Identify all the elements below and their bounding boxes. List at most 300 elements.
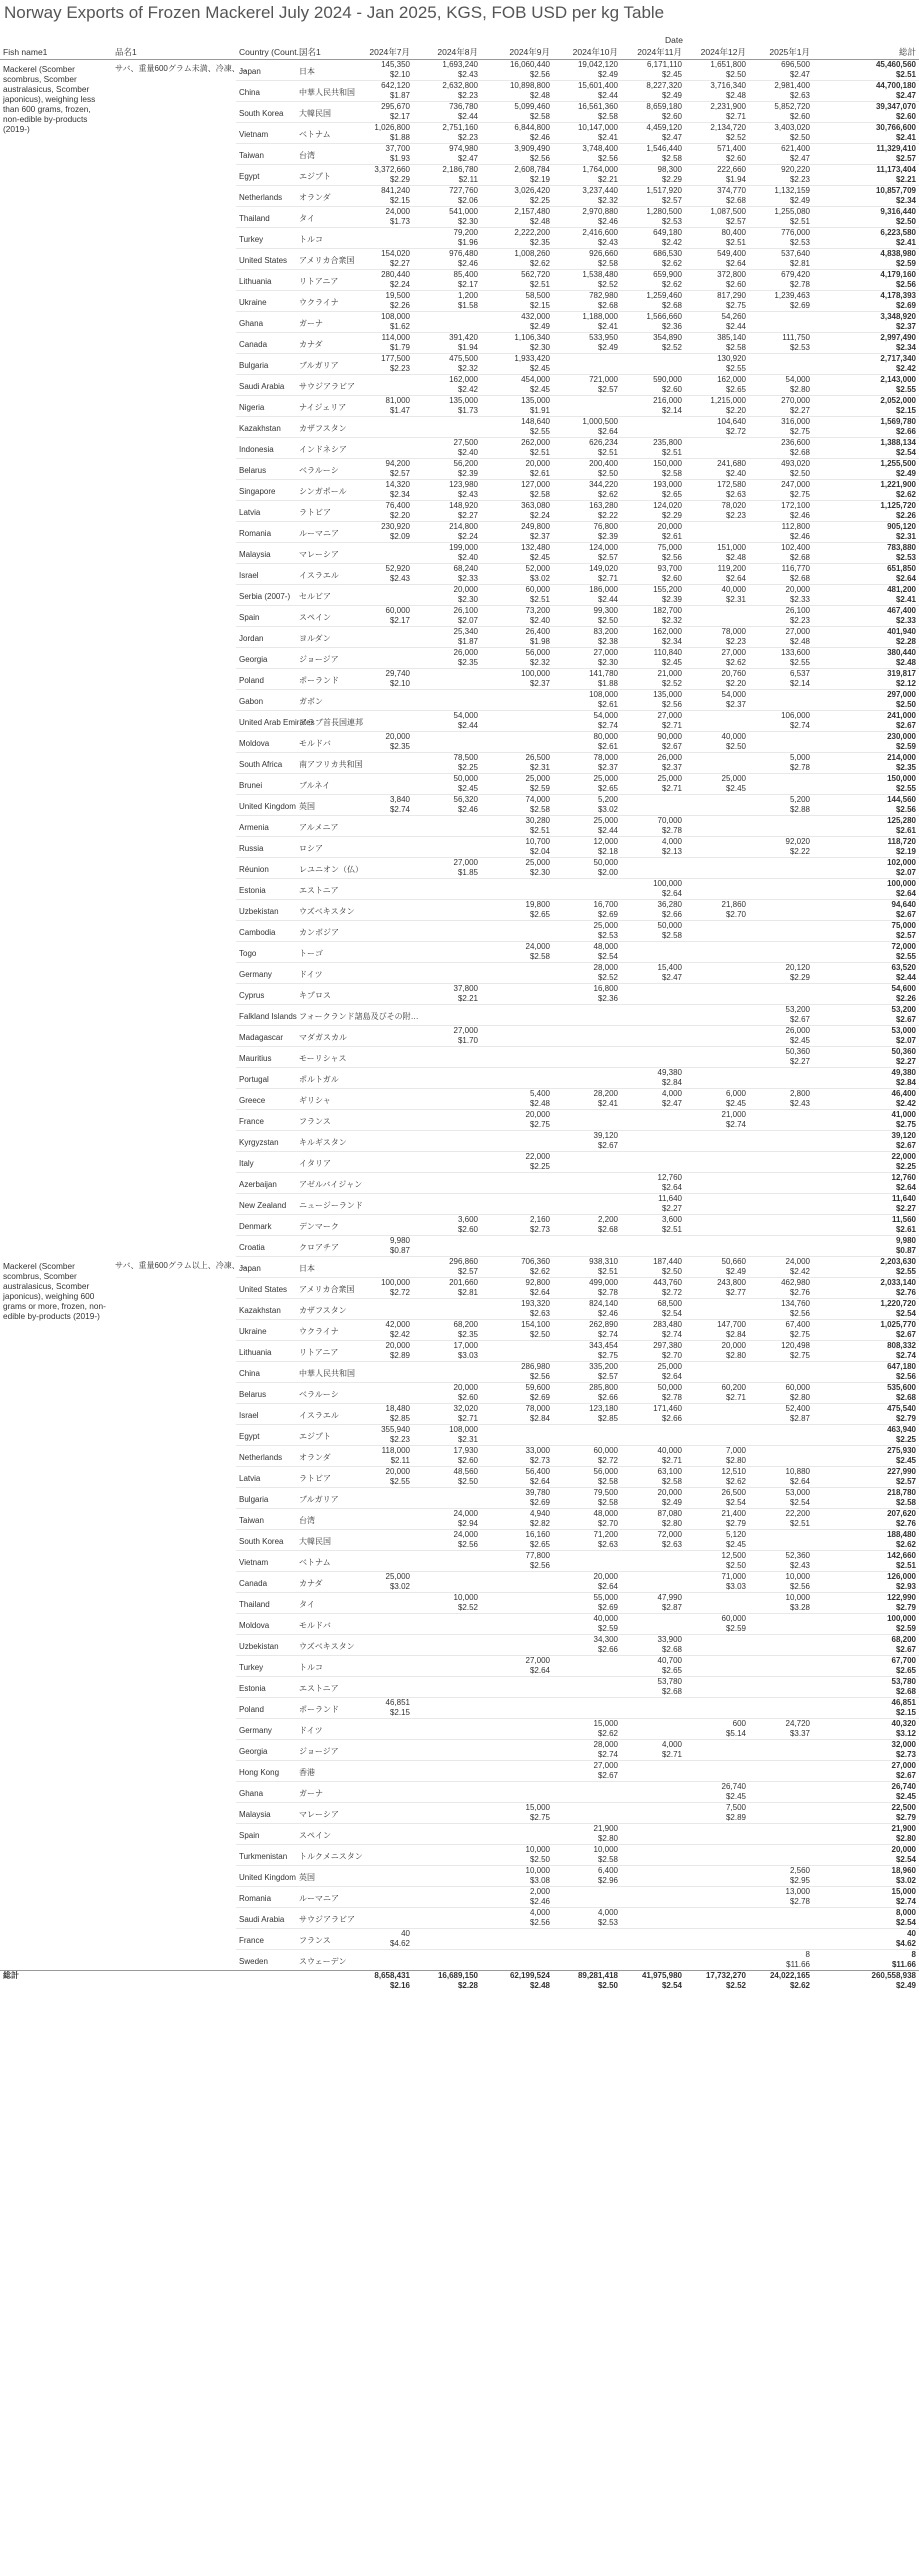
country-name-jp: デンマーク (296, 1215, 356, 1236)
kg-value (359, 1509, 410, 1519)
usd-per-kg-value: $0.87 (895, 1246, 916, 1255)
month-cell (481, 186, 553, 207)
month-cell (685, 1887, 749, 1908)
country-name-jp: アメリカ合衆国 (296, 249, 356, 270)
usd-per-kg-value (752, 1792, 810, 1802)
month-cell (749, 1761, 813, 1782)
month-cell (413, 1803, 481, 1824)
usd-per-kg-value: $2.52 (661, 679, 682, 688)
kg-value: 2,160 (529, 1215, 550, 1224)
kg-value (624, 1761, 682, 1771)
kg-value: 72,000 (891, 942, 916, 951)
country-name: South Africa (236, 753, 296, 774)
usd-per-kg-value: $2.65 (895, 1666, 916, 1675)
month-cell (481, 543, 553, 564)
usd-per-kg-value (688, 994, 746, 1004)
month-cell (553, 942, 621, 963)
kg-value: 1,008,260 (514, 249, 550, 258)
row-total-cell (813, 1236, 919, 1257)
kg-value: 32,020 (453, 1404, 478, 1413)
kg-value: 55,000 (593, 1593, 618, 1602)
kg-value: 150,000 (887, 774, 916, 783)
month-cell (621, 585, 685, 606)
kg-value: 1,764,000 (582, 165, 618, 174)
month-cell (749, 81, 813, 102)
country-name-jp: ナイジェリア (296, 396, 356, 417)
kg-value: 17,930 (453, 1446, 478, 1455)
usd-per-kg-value: $2.23 (457, 133, 478, 142)
kg-value (484, 1824, 550, 1834)
kg-value (359, 1803, 410, 1813)
usd-per-kg-value: $2.21 (457, 994, 478, 1003)
month-cell (621, 375, 685, 396)
month-cell (481, 711, 553, 732)
month-cell (749, 1824, 813, 1845)
kg-value (359, 1068, 410, 1078)
kg-value: 475,540 (887, 1404, 916, 1413)
month-cell (356, 1446, 413, 1467)
month-cell (553, 1530, 621, 1551)
usd-per-kg-value: $2.58 (661, 469, 682, 478)
month-cell (553, 1131, 621, 1152)
usd-per-kg-value (416, 1624, 478, 1634)
kg-value: 1,651,800 (710, 60, 746, 69)
usd-per-kg-value: $2.49 (529, 322, 550, 331)
usd-per-kg-value: $2.80 (725, 1351, 746, 1360)
month-cell (749, 1110, 813, 1131)
month-cell (749, 438, 813, 459)
usd-per-kg-value: $2.21 (597, 175, 618, 184)
kg-value: 110,840 (653, 648, 682, 657)
usd-per-kg-value: $2.84 (529, 1414, 550, 1423)
kg-value (416, 669, 478, 679)
usd-per-kg-value (688, 1750, 746, 1760)
kg-value: 119,200 (717, 564, 746, 573)
usd-per-kg-value: $2.30 (457, 217, 478, 226)
kg-value: 782,980 (589, 291, 618, 300)
month-cell (749, 774, 813, 795)
usd-per-kg-value: $2.65 (529, 910, 550, 919)
month-cell (413, 963, 481, 984)
row-total-cell (813, 1593, 919, 1614)
usd-per-kg-value: $2.60 (725, 280, 746, 289)
month-cell (621, 942, 685, 963)
usd-per-kg-value: $2.68 (597, 301, 618, 310)
month-cell (481, 60, 553, 81)
month-cell (749, 144, 813, 165)
usd-per-kg-value: $2.50 (597, 616, 618, 625)
usd-per-kg-value: $2.60 (661, 385, 682, 394)
usd-per-kg-value: $2.44 (597, 595, 618, 604)
usd-per-kg-value: $2.75 (895, 1120, 916, 1129)
usd-per-kg-value: $2.75 (725, 301, 746, 310)
usd-per-kg-value: $2.07 (457, 616, 478, 625)
row-total-cell (813, 1299, 919, 1320)
kg-value: 343,454 (589, 1341, 618, 1350)
usd-per-kg-value: $2.67 (597, 1771, 618, 1780)
usd-per-kg-value (624, 1792, 682, 1802)
usd-per-kg-value: $2.56 (529, 70, 550, 79)
month-cell (481, 1068, 553, 1089)
kg-value (484, 1782, 550, 1792)
kg-value: 76,400 (385, 501, 410, 510)
usd-per-kg-value: $2.50 (457, 1477, 478, 1486)
kg-value: 2,981,400 (774, 81, 810, 90)
kg-value: 73,200 (525, 606, 550, 615)
month-cell (481, 438, 553, 459)
usd-per-kg-value (624, 427, 682, 437)
usd-per-kg-value: $2.68 (661, 1645, 682, 1654)
usd-per-kg-value (688, 1141, 746, 1151)
kg-value: 59,600 (525, 1383, 550, 1392)
usd-per-kg-value (624, 1855, 682, 1865)
country-name-jp: ポーランド (296, 1698, 356, 1719)
kg-value (359, 1635, 410, 1645)
kg-value: 92,020 (785, 837, 810, 846)
usd-per-kg-value (416, 679, 478, 689)
usd-per-kg-value: $2.41 (597, 133, 618, 142)
row-total-cell (813, 81, 919, 102)
country-name-jp: スウェーデン (296, 1950, 356, 1971)
kg-value: 2,800 (789, 1089, 810, 1098)
usd-per-kg-value: $2.50 (725, 1561, 746, 1570)
kg-value: 111,750 (782, 333, 810, 342)
country-name: Estonia (236, 1677, 296, 1698)
usd-per-kg-value: $2.20 (725, 406, 746, 415)
kg-value: 25,000 (593, 774, 618, 783)
usd-per-kg-value: $2.37 (597, 763, 618, 772)
country-name: France (236, 1110, 296, 1131)
usd-per-kg-value: $2.71 (597, 574, 618, 583)
usd-per-kg-value (624, 1120, 682, 1130)
country-name: Romania (236, 522, 296, 543)
usd-per-kg-value: $2.67 (895, 1771, 916, 1780)
month-cell (481, 1572, 553, 1593)
kg-value: 27,000 (657, 711, 682, 720)
usd-per-kg-value (484, 1015, 550, 1025)
usd-per-kg-value (624, 1834, 682, 1844)
kg-value: 230,000 (887, 732, 916, 741)
month-cell (749, 1446, 813, 1467)
kg-value: 2,000 (529, 1887, 550, 1896)
usd-per-kg-value (416, 910, 478, 920)
kg-value (624, 1803, 682, 1813)
kg-value: 247,000 (781, 480, 810, 489)
kg-value: 27,000 (453, 858, 478, 867)
kg-value: 80,400 (721, 228, 746, 237)
month-cell (749, 1299, 813, 1320)
month-cell (749, 1803, 813, 1824)
usd-per-kg-value: $2.58 (597, 112, 618, 121)
usd-per-kg-value (359, 1561, 410, 1571)
row-total-cell (813, 417, 919, 438)
usd-per-kg-value: $2.34 (661, 637, 682, 646)
kg-value (484, 1719, 550, 1729)
table-row (0, 1257, 919, 1278)
month-cell (413, 1761, 481, 1782)
usd-per-kg-value: $2.52 (725, 133, 746, 142)
usd-per-kg-value (624, 364, 682, 374)
kg-value (624, 1845, 682, 1855)
usd-per-kg-value (624, 1729, 682, 1739)
kg-value: 2,134,720 (710, 123, 746, 132)
usd-per-kg-value: $2.80 (789, 1393, 810, 1402)
kg-value: 11,560 (891, 1215, 916, 1224)
usd-per-kg-value: $2.55 (895, 385, 916, 394)
usd-per-kg-value: $2.55 (895, 952, 916, 961)
usd-per-kg-value: $2.25 (895, 1435, 916, 1444)
month-cell (685, 1446, 749, 1467)
month-cell (553, 1467, 621, 1488)
usd-per-kg-value: $2.79 (895, 1414, 916, 1423)
month-cell (621, 228, 685, 249)
country-name-jp: キルギスタン (296, 1131, 356, 1152)
kg-value: 28,000 (593, 1740, 618, 1749)
kg-value: 27,000 (593, 648, 618, 657)
country-name: Italy (236, 1152, 296, 1173)
kg-value: 8 (805, 1950, 810, 1959)
usd-per-kg-value: $2.22 (789, 847, 810, 856)
usd-per-kg-value (688, 1960, 746, 1970)
month-cell (356, 1488, 413, 1509)
month-cell (685, 1719, 749, 1740)
month-cell (685, 333, 749, 354)
month-cell (621, 1824, 685, 1845)
kg-value: 172,580 (717, 480, 746, 489)
kg-value: 40 (401, 1929, 410, 1938)
row-total-cell (813, 1824, 919, 1845)
usd-per-kg-value: $2.63 (529, 1309, 550, 1318)
month-cell (621, 732, 685, 753)
month-cell (413, 1131, 481, 1152)
row-total-cell (813, 228, 919, 249)
country-name-jp: オランダ (296, 186, 356, 207)
kg-value: 98,300 (657, 165, 682, 174)
usd-per-kg-value: $2.15 (895, 1708, 916, 1717)
kg-value: 123,180 (589, 1404, 618, 1413)
kg-value: 20,000 (785, 585, 810, 594)
month-cell (621, 417, 685, 438)
usd-per-kg-value: $1.91 (529, 406, 550, 415)
kg-value: 48,000 (593, 942, 618, 951)
month-cell (413, 1698, 481, 1719)
month-cell (553, 312, 621, 333)
kg-value: 27,000 (453, 1026, 478, 1035)
month-cell (749, 1215, 813, 1236)
month-cell (749, 732, 813, 753)
month-cell (553, 1803, 621, 1824)
month-cell (356, 837, 413, 858)
usd-per-kg-value: $2.23 (789, 616, 810, 625)
kg-value: 26,000 (785, 1026, 810, 1035)
kg-value: 3,840 (389, 795, 410, 804)
usd-per-kg-value (359, 1666, 410, 1676)
month-cell (413, 186, 481, 207)
usd-per-kg-value: $2.81 (789, 259, 810, 268)
month-cell (413, 942, 481, 963)
month-cell (413, 123, 481, 144)
kg-value (688, 753, 746, 763)
kg-value: 391,420 (449, 333, 478, 342)
month-cell (356, 1341, 413, 1362)
kg-value: 108,000 (449, 1425, 478, 1434)
month-cell (553, 921, 621, 942)
month-cell (481, 102, 553, 123)
kg-value: 25,000 (593, 921, 618, 930)
kg-value: 297,000 (887, 690, 916, 699)
usd-per-kg-value (752, 1540, 810, 1550)
country-name: Greece (236, 1089, 296, 1110)
kg-value: 541,000 (449, 207, 478, 216)
month-cell (553, 1929, 621, 1950)
kg-value (359, 585, 410, 595)
usd-per-kg-value (752, 1204, 810, 1214)
usd-per-kg-value: $2.41 (895, 595, 916, 604)
kg-value: 50,660 (721, 1257, 746, 1266)
kg-value: 1,259,460 (646, 291, 682, 300)
month-cell (685, 1383, 749, 1404)
usd-per-kg-value: $2.42 (457, 385, 478, 394)
month-cell (481, 1488, 553, 1509)
usd-per-kg-value: $2.26 (895, 994, 916, 1003)
kg-value (624, 417, 682, 427)
row-total-cell (813, 1908, 919, 1929)
month-cell (749, 669, 813, 690)
kg-value: 151,000 (717, 543, 746, 552)
kg-value: 783,880 (887, 543, 916, 552)
usd-per-kg-value: $2.64 (725, 259, 746, 268)
month-cell (481, 1677, 553, 1698)
usd-per-kg-value (359, 1540, 410, 1550)
kg-value (688, 1173, 746, 1183)
row-total-cell (813, 564, 919, 585)
kg-value: 24,720 (785, 1719, 810, 1728)
country-name-jp: ジョージア (296, 1740, 356, 1761)
country-name: Ukraine (236, 291, 296, 312)
kg-value: 3,237,440 (582, 186, 618, 195)
month-cell (553, 1278, 621, 1299)
month-cell (413, 1068, 481, 1089)
month-cell (621, 1929, 685, 1950)
usd-per-kg-value (556, 1939, 618, 1949)
usd-per-kg-value (484, 1603, 550, 1613)
month-cell (749, 1677, 813, 1698)
usd-per-kg-value (359, 1498, 410, 1508)
month-cell (356, 1782, 413, 1803)
row-total-cell (813, 312, 919, 333)
kg-value: 37,700 (385, 144, 410, 153)
kg-value: 10,700 (525, 837, 550, 846)
country-name: Turkey (236, 1656, 296, 1677)
kg-value (359, 1782, 410, 1792)
usd-per-kg-value: $2.52 (597, 973, 618, 982)
month-cell (413, 690, 481, 711)
kg-value: 60,000 (785, 1383, 810, 1392)
kg-value: 15,400 (657, 963, 682, 972)
usd-per-kg-value: $2.80 (895, 1834, 916, 1843)
usd-per-kg-value (416, 973, 478, 983)
usd-per-kg-value: $2.27 (789, 406, 810, 415)
kg-value (484, 711, 550, 721)
month-cell (413, 1110, 481, 1131)
kg-value: 46,851 (385, 1698, 410, 1707)
month-cell (356, 1425, 413, 1446)
kg-value: 187,440 (653, 1257, 682, 1266)
usd-per-kg-value: $2.45 (529, 553, 550, 562)
kg-value (416, 1131, 478, 1141)
month-cell (356, 564, 413, 585)
usd-per-kg-value (416, 1897, 478, 1907)
kg-value: 2,143,000 (880, 375, 916, 384)
usd-per-kg-value (624, 952, 682, 962)
kg-value (484, 963, 550, 973)
month-cell (685, 1614, 749, 1635)
row-total-cell (813, 1110, 919, 1131)
month-cell (413, 1341, 481, 1362)
month-cell (356, 543, 413, 564)
usd-per-kg-value: $2.12 (895, 679, 916, 688)
kg-value: 85,400 (453, 270, 478, 279)
usd-per-kg-value: $2.53 (789, 343, 810, 352)
kg-value: 1,566,660 (646, 312, 682, 321)
month-cell (685, 375, 749, 396)
usd-per-kg-value (752, 1372, 810, 1382)
usd-per-kg-value: $2.58 (597, 1477, 618, 1486)
kg-value: 201,660 (449, 1278, 478, 1287)
month-cell (685, 1677, 749, 1698)
country-name: Saudi Arabia (236, 1908, 296, 1929)
month-cell (621, 1173, 685, 1194)
usd-per-kg-value (624, 1771, 682, 1781)
country-name: Hong Kong (236, 1761, 296, 1782)
month-cell (685, 123, 749, 144)
kg-value: 499,000 (589, 1278, 618, 1287)
country-name-jp: カンボジア (296, 921, 356, 942)
usd-per-kg-value: $2.58 (895, 1498, 916, 1507)
kg-value (416, 1761, 478, 1771)
usd-per-kg-value (688, 1225, 746, 1235)
usd-per-kg-value (359, 1141, 410, 1151)
usd-per-kg-value (752, 1666, 810, 1676)
usd-per-kg-value (752, 1855, 810, 1865)
usd-per-kg-value (416, 322, 478, 332)
month-cell (356, 1929, 413, 1950)
kg-value: 10,000 (593, 1845, 618, 1854)
usd-per-kg-value (416, 1666, 478, 1676)
kg-value (752, 1152, 810, 1162)
kg-value: 20,760 (721, 669, 746, 678)
kg-value: 24,000 (385, 207, 410, 216)
kg-value: 3,372,660 (374, 165, 410, 174)
usd-per-kg-value: $2.59 (895, 1624, 916, 1633)
kg-value (484, 1614, 550, 1624)
usd-per-kg-value (484, 742, 550, 752)
kg-value: 3,026,420 (514, 186, 550, 195)
usd-per-kg-value (359, 448, 410, 458)
month-cell (413, 543, 481, 564)
kg-value (359, 921, 410, 931)
month-cell (685, 249, 749, 270)
kg-value (556, 1887, 618, 1897)
kg-value: 17,000 (453, 1341, 478, 1350)
country-name-jp: サウジアラビア (296, 1908, 356, 1929)
kg-value: 182,700 (653, 606, 682, 615)
row-total-cell (813, 1509, 919, 1530)
usd-per-kg-value: $2.20 (725, 679, 746, 688)
usd-per-kg-value (688, 1183, 746, 1193)
month-cell (356, 795, 413, 816)
country-name: Japan (236, 60, 296, 81)
